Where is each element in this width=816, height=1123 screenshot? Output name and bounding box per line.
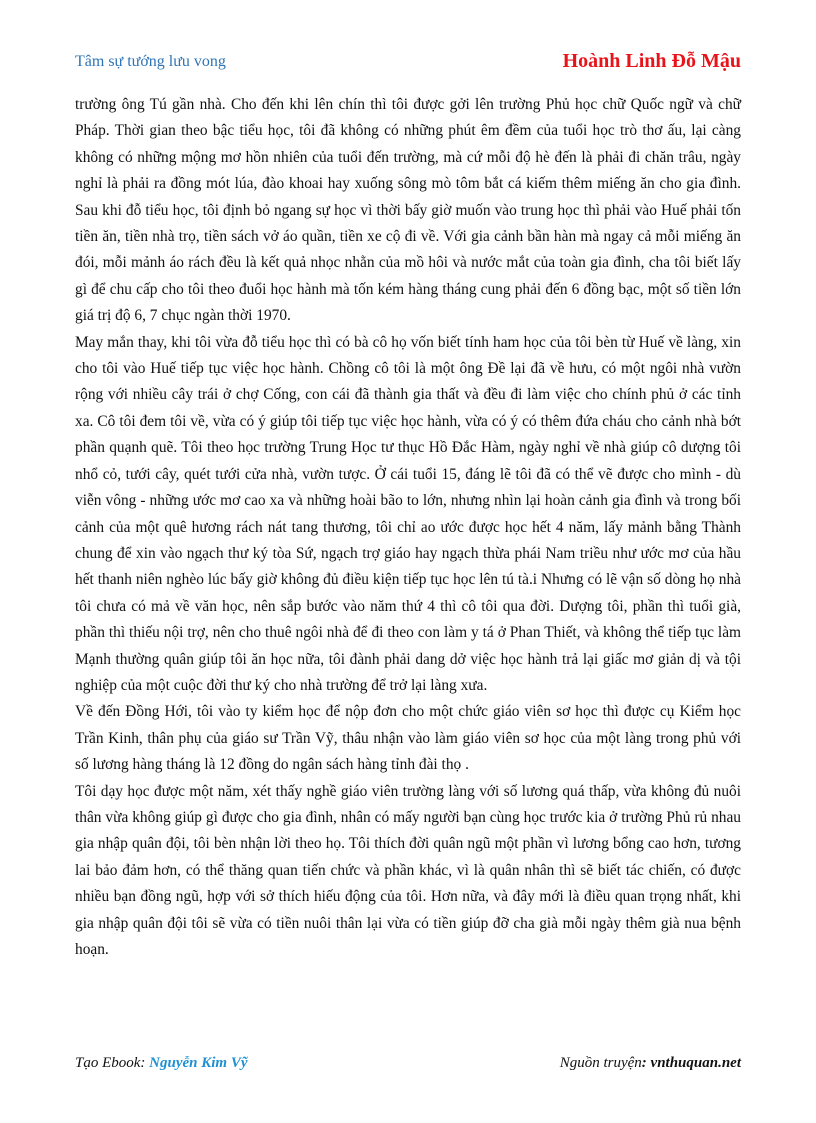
paragraph-1: trường ông Tú gần nhà. Cho đến khi lên chín thì tôi được gởi lên trường Phủ học chữ Quốc ngữ và chữ Pháp. Thời gian theo bậc tiểu học, tôi đã không có những phút êm đềm của tuổi học trò thơ ấu, lại càng không có những mộng mơ hồn nhiên của tuổi đến trường, mà cứ mỗi độ hè đến là phải đi chăn trâu, ngày nghỉ là phải ra đồng mót lúa, đào khoai hay xuống sông mò tôm bắt cá kiếm thêm miếng ăn cho gia đình. Sau khi đỗ tiểu học, tôi định bỏ ngang sự học vì thời bấy giờ muốn vào trung học thì phải vào Huế phải tốn tiền ăn, tiền nhà trọ, tiền sách vở áo quần, tiền xe cộ đi về. Với gia cảnh bần hàn mà ngay cả mỗi miếng ăn đói, mỗi mảnh áo rách đều là kết quả nhọc nhằn của mồ hôi và nước mắt của toàn gia đình, cha tôi biết lấy gì để chu cấp cho tôi theo đuổi học hành mà tốn kém hàng tháng cung phải đến 6 đồng bạc, một số tiền lớn giá trị độ 6, 7 chục ngàn thời 1970.	[75, 96, 741, 325]
source-name: vnthuquan.net	[650, 1055, 741, 1071]
page-header	[75, 50, 741, 74]
source-credit: Nguồn truyện: vnthuquan.net	[559, 1055, 741, 1071]
paragraph-4: Tôi dạy học được một năm, xét thấy nghề giáo viên trường làng với số lương quá thấp, vừa không đủ nuôi thân vừa không giúp gì được cho gia đình, nhân có mấy người bạn cùng học trước kia ở trường Phủ rủ nhau gia nhập quân đội, tôi bèn nhận lời theo họ. Tôi thích đời quân ngũ một phần vì lương bổng cao hơn, tương lai bảo đảm hơn, có thể thăng quan tiến chức và phần khác, vì là quân nhân thì sẽ biết tác chiến, có được nhiều bạn đồng ngũ, hợp với sở thích hiếu động của tôi. Hơn nữa, và đây mới là điều quan trọng nhất, khi gia nhập quân đội tôi sẽ vừa có tiền nuôi thân lại vừa có tiền giúp đỡ cha già mỗi ngày thêm già nua bệnh hoạn.	[75, 782, 741, 958]
credit-name: Nguyễn Kim Vỹ	[149, 1055, 248, 1071]
paragraph-3: Về đến Đồng Hới, tôi vào ty kiểm học để nộp đơn cho một chức giáo viên sơ học thì được cụ Kiểm học Trần Kinh, thân phụ của giáo sư Trần Vỹ, thâu nhận vào làm giáo viên sơ học của một làng trong phủ với số lương hàng tháng là 12 đồng do ngân sách hàng tỉnh đài thọ .	[75, 703, 741, 774]
book-author: Hoành Linh Đỗ Mậu	[562, 50, 741, 72]
body-text	[75, 92, 741, 963]
page-footer	[75, 1055, 741, 1077]
ebook-credit: Tạo Ebook: Nguyễn Kim Vỹ	[75, 1055, 248, 1071]
credit-label: Tạo Ebook	[75, 1055, 141, 1071]
book-title: Tâm sự tướng lưu vong	[75, 53, 226, 70]
source-label: Nguồn truyện	[559, 1055, 642, 1071]
paragraph-2: May mắn thay, khi tôi vừa đỗ tiểu học thì có bà cô họ vốn biết tính ham học của tôi bèn từ Huế về làng, xin cho tôi vào Huế tiếp tục việc học hành. Chồng cô tôi là một ông Đề lại đã về hưu, có một ngôi nhà vườn rộng với nhiều cây trái ở chợ Cống, con cái đã thành gia thất và đều đi làm việc cho chính phủ ở các tỉnh xa. Cô tôi đem tôi về, vừa có ý giúp tôi tiếp tục việc học hành, vừa có ý có thêm đứa cháu cho cảnh nhà bớt phần quạnh quẽ. Tôi theo học trường Trung Học tư thục Hồ Đắc Hàm, ngày nghỉ về nhà giúp cô dượng tôi nhổ cỏ, tưới cây, quét tưới cửa nhà, vườn tược. Ở cái tuổi 15, đáng lẽ tôi đã có thể vẽ được cho mình - dù viễn vông - những ước mơ cao xa và những hoài bão to lớn, nhưng nhìn lại hoàn cảnh gia đình và trong bối cảnh của một quê hương rách nát tang thương, tôi chỉ ao ước được học hết 4 năm, lấy mảnh bằng Thành chung để xin vào ngạch thư ký tòa Sứ, ngạch trợ giáo hay ngạch thừa phái Nam triều như ước mơ của hầu hết thanh niên nghèo lúc bấy giờ không đủ điều kiện tiếp tục học lên tú tà.i Nhưng có lẽ vận số dòng họ nhà tôi chưa có mả về văn học, nên sắp bước vào năm thứ 4 thì cô tôi qua đời. Dượng tôi, phần thì tuổi già, phần thì thiếu nội trợ, nên cho thuê ngôi nhà để đi theo con làm y tá ở Phan Thiết, và không thể tiếp tục làm Mạnh thường quân giúp tôi ăn học nữa, tôi đành phải dang dở việc học hành trả lại giấc mơ giản dị và tội nghiệp của một cuộc đời thư ký cho nhà trường để trở lại làng xưa.	[75, 333, 741, 694]
